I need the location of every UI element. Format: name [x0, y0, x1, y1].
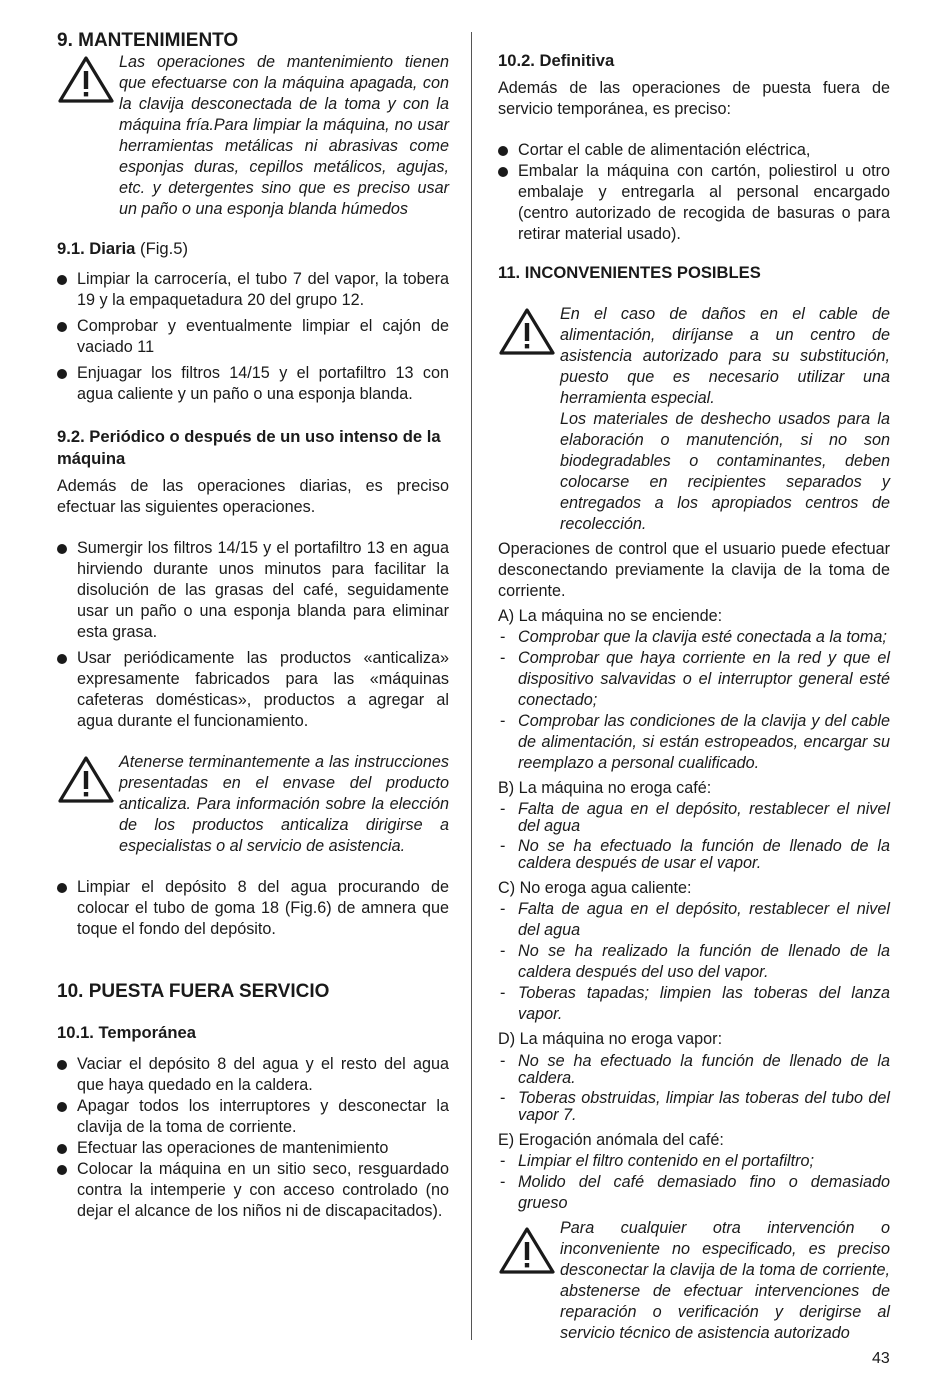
- section-11-intro: Operaciones de control que el usuario puede efectuar desconectando previamente la clavija de la toma de corriente.: [498, 540, 890, 600]
- maintenance-warning-text: Las operaciones de mantenimiento tienen que efectuarse con la máquina apagada, con la clavija desconectada de la toma y con la máquina fría.Para limpiar la máquina, no usar herramientas metálicas ni abrasivas come esponjas duras, cepillos metálicos, agujas, etc. y detergentes sino que es preciso usar un paño o una esponja blanda húmedos: [119, 53, 449, 218]
- warning-triangle-icon: [57, 55, 119, 109]
- cable-warning-text: [560, 304, 890, 535]
- temporary-list: [57, 1054, 449, 1222]
- list-item: - No se ha realizado la función de llenado de la caldera después del uso del vapor.: [498, 941, 890, 983]
- case-label: D) La máquina no eroga vapor:: [498, 1030, 723, 1048]
- case-list: [498, 899, 890, 1025]
- list-item: - Falta de agua en el depósito, restablecer el nivel del agua: [498, 899, 890, 941]
- list-item: Limpiar la carrocería, el tubo 7 del vapor, la tobera 19 y la empaquetadura 20 del grupo 12.: [57, 269, 449, 311]
- column-divider: [471, 32, 472, 1340]
- section-9-2-intro: Además de las operaciones diarias, es preciso efectuar las siguientes operaciones.: [57, 477, 449, 516]
- warning-triangle-icon: [498, 307, 560, 361]
- left-column: [57, 30, 449, 1222]
- case-d: [498, 1029, 890, 1124]
- list-item: Usar periódicamente las productos «anticaliza» expresamente fabricados para las «máquinas cafeteras domésticas», productos a agregar al agua durante el funcionamiento.: [57, 648, 449, 732]
- section-11-title: 11. INCONVENIENTES POSIBLES: [498, 263, 761, 282]
- case-a: [498, 606, 890, 774]
- section-9-1-title: 9.1. Diaria (Fig.5): [57, 239, 188, 258]
- waste-warning-paragraph: Los materiales de deshecho usados para la elaboración o manutención, si no son biodegradables o contaminantes, deben colocarse en recipientes separados y entregados a los apropiados centros de recolección.: [560, 410, 890, 533]
- list-item: Cortar el cable de alimentación eléctrica,: [498, 140, 890, 161]
- list-item: Enjuagar los filtros 14/15 y el portafiltro 13 con agua caliente y un paño o una esponja blanda.: [57, 363, 449, 405]
- case-list: [498, 1151, 890, 1214]
- section-10-2-intro: Además de las operaciones de puesta fuera de servicio temporánea, es preciso:: [498, 79, 890, 118]
- maintenance-warning: [57, 52, 449, 220]
- list-item: - Comprobar que haya corriente en la red y que el dispositivo salvavidas o el interruptor general esté conectado;: [498, 648, 890, 711]
- section-10-1-title: 10.1. Temporánea: [57, 1023, 196, 1042]
- right-column: [498, 30, 890, 1344]
- case-list: [498, 627, 890, 774]
- case-label: A) La máquina no se enciende:: [498, 607, 723, 625]
- service-warning: [498, 1218, 890, 1344]
- anticaliza-warning: [57, 752, 449, 857]
- list-item: - Comprobar las condiciones de la clavija y del cable de alimentación, si están estropeados, encargar su reemplazo a personal cualificado.: [498, 711, 890, 774]
- list-item: - No se ha efectuado la función de llenado de la caldera.: [498, 1050, 890, 1087]
- list-item: - Falta de agua en el depósito, restablecer el nivel del agua: [498, 799, 890, 835]
- section-9-2-title: 9.2. Periódico o después de un uso intenso de la máquina: [57, 427, 441, 468]
- warning-triangle-icon: [57, 755, 119, 809]
- case-list: [498, 799, 890, 872]
- case-label: E) Erogación anómala del café:: [498, 1131, 724, 1149]
- case-b: [498, 778, 890, 872]
- list-item: - Limpiar el filtro contenido en el portafiltro;: [498, 1151, 890, 1172]
- cable-warning: [498, 304, 890, 535]
- list-item: - Comprobar que la clavija esté conectada a la toma;: [498, 627, 890, 648]
- list-item: Embalar la máquina con cartón, poliestirol u otro embalaje y entregarla al personal encargado (centro autorizado de recogida de basuras o para retirar material usado).: [498, 161, 890, 245]
- list-item: Sumergir los filtros 14/15 y el portafiltro 13 en agua hirviendo durante unos minutos para facilitar la disolución de las grasas del café, seguidamente usar un paño o una esponja blanda para eliminar esta grasa.: [57, 538, 449, 643]
- cable-warning-paragraph: En el caso de daños en el cable de alimentación, diríjanse a un centro de asistencia autorizado para su substitución, puesto que es necesario utilizar una herramienta especial.: [560, 305, 890, 407]
- list-item: Efectuar las operaciones de mantenimiento: [57, 1138, 449, 1159]
- list-item: - Molido del café demasiado fino o demasiado grueso: [498, 1172, 890, 1214]
- anticaliza-warning-text: Atenerse terminantemente a las instrucciones presentadas en el envase del producto anticaliza. Para información sobre la elección de los productos anticaliza dirigirse a especialistas o al servicio de asistencia.: [119, 753, 449, 855]
- page-number: 43: [872, 1350, 890, 1367]
- periodic-list-2: [57, 877, 449, 940]
- list-item: Apagar todos los interruptores y desconectar la clavija de la toma de corriente.: [57, 1096, 449, 1138]
- daily-list: [57, 269, 449, 405]
- list-item: - No se ha efectuado la función de llenado de la caldera después de usar el vapor.: [498, 835, 890, 872]
- section-9-title: 9. MANTENIMIENTO: [57, 30, 239, 51]
- case-e: [498, 1130, 890, 1214]
- list-item: Vaciar el depósito 8 del agua y el resto del agua que haya quedado en la caldera.: [57, 1054, 449, 1096]
- list-item: Colocar la máquina en un sitio seco, resguardado contra la intemperie y con acceso controlado (no dejar el alcance de los niños ni de discapacitados).: [57, 1159, 449, 1222]
- list-item: Limpiar el depósito 8 del agua procurando de colocar el tubo de goma 18 (Fig.6) de amnera que toque el fondo del depósito.: [57, 877, 449, 940]
- case-list: [498, 1050, 890, 1124]
- definitive-list: [498, 140, 890, 245]
- periodic-list: [57, 538, 449, 732]
- case-label: B) La máquina no eroga café:: [498, 779, 712, 797]
- case-label: C) No eroga agua caliente:: [498, 879, 692, 897]
- list-item: - Toberas tapadas; limpien las toberas del lanza vapor.: [498, 983, 890, 1025]
- section-10-title: 10. PUESTA FUERA SERVICIO: [57, 981, 330, 1002]
- service-warning-text: Para cualquier otra intervención o inconveniente no especificado, es preciso desconectar la clavija de la toma de corriente, abstenerse de efectuar intervenciones de reparación o verificación y derigirse al servicio técnico de asistencia autorizado: [560, 1219, 890, 1342]
- case-c: [498, 878, 890, 1025]
- list-item: - Toberas obstruidas, limpiar las toberas del tubo del vapor 7.: [498, 1087, 890, 1124]
- list-item: Comprobar y eventualmente limpiar el cajón de vaciado 11: [57, 316, 449, 358]
- warning-triangle-icon: [498, 1226, 560, 1280]
- section-10-2-title: 10.2. Definitiva: [498, 51, 615, 70]
